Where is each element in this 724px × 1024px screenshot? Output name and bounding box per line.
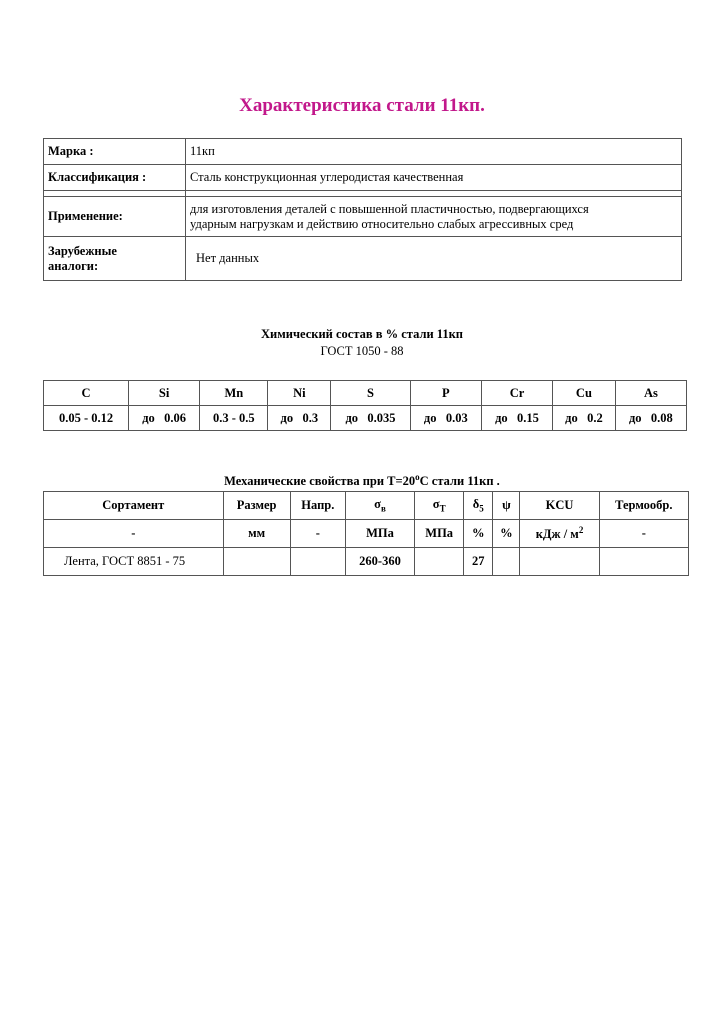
chem-element: Cu	[553, 381, 616, 406]
unit-kcu	[520, 520, 599, 548]
header-size: Размер	[223, 492, 290, 520]
page-title: Характеристика стали 11кп.	[239, 95, 485, 116]
cell-thermo	[599, 548, 688, 576]
header-kcu: KCU	[520, 492, 599, 520]
chem-element: S	[331, 381, 411, 406]
chem-value: 0.3 - 0.5	[200, 406, 268, 431]
header-sigma-b	[345, 492, 414, 520]
chem-standard: ГОСТ 1050 - 88	[320, 344, 404, 358]
unit-thermo: -	[599, 520, 688, 548]
mech-units-row	[44, 520, 689, 548]
chem-value: 0.05 - 0.12	[44, 406, 129, 431]
chem-value: до 0.3	[268, 406, 331, 431]
header-sortament: Сортамент	[44, 492, 224, 520]
info-row-classification	[44, 165, 682, 191]
info-row-grade	[44, 139, 682, 165]
chem-value: до 0.06	[129, 406, 200, 431]
unit-kcu-sup: 2	[578, 524, 584, 535]
header-thermo: Термообр.	[599, 492, 688, 520]
chem-heading	[0, 327, 724, 342]
chem-value: до 0.2	[553, 406, 616, 431]
chem-value: до 0.035	[331, 406, 411, 431]
chem-element: Cr	[481, 381, 552, 406]
chem-value: до 0.03	[410, 406, 481, 431]
chem-heading-text: Химический состав в % стали 11кп	[261, 327, 463, 341]
steel-info-table	[43, 138, 682, 281]
chem-value: до 0.08	[615, 406, 686, 431]
info-row-application	[44, 197, 682, 237]
header-direction: Напр.	[290, 492, 345, 520]
chem-element: C	[44, 381, 129, 406]
mech-heading-pre: Механические свойства при Т=20	[224, 474, 416, 489]
application-line-2: ударным нагрузкам и действию относительно слабых агрессивных сред	[190, 216, 574, 231]
unit-kcu-text: кДж / м	[535, 527, 579, 542]
table-row	[44, 548, 689, 576]
info-label-application: Применение:	[44, 197, 186, 237]
info-row-analogs	[44, 237, 682, 281]
cell-sortament: Лента, ГОСТ 8851 - 75	[44, 548, 224, 576]
cell-direction	[290, 548, 345, 576]
chem-element: Si	[129, 381, 200, 406]
sigma-b-symbol: σ	[374, 497, 381, 512]
unit-size: мм	[223, 520, 290, 548]
application-line-1: для изготовления деталей с повышенной пластичностью, подвергающихся	[190, 201, 589, 216]
header-sigma-t	[415, 492, 464, 520]
analogs-label-line-2: аналоги:	[48, 258, 99, 273]
chem-element: P	[410, 381, 481, 406]
chem-elements-row	[44, 381, 687, 406]
unit-delta: %	[464, 520, 493, 548]
unit-direction: -	[290, 520, 345, 548]
mech-properties-table	[43, 491, 689, 576]
info-value-grade: 11кп	[186, 139, 682, 165]
unit-sigma-b: МПа	[345, 520, 414, 548]
info-label-classification: Классификация :	[44, 165, 186, 191]
info-value-analogs: Нет данных	[186, 237, 682, 281]
delta-sub: 5	[479, 503, 484, 514]
sigma-t-symbol: σ	[432, 497, 440, 512]
chem-element: Ni	[268, 381, 331, 406]
chem-composition-table	[43, 380, 687, 431]
cell-sigma-b: 260-360	[345, 548, 414, 576]
analogs-label-line-1: Зарубежные	[48, 243, 117, 258]
cell-delta: 27	[464, 548, 493, 576]
info-label-grade: Марка :	[44, 139, 186, 165]
chem-element: Mn	[200, 381, 268, 406]
delta-symbol: δ	[472, 497, 480, 512]
cell-size	[223, 548, 290, 576]
mech-heading-text	[224, 474, 500, 488]
sigma-t-sub: T	[439, 503, 446, 514]
info-value-classification: Сталь конструкционная углеродистая качественная	[186, 165, 682, 191]
cell-kcu	[520, 548, 599, 576]
chem-element: As	[615, 381, 686, 406]
header-delta	[464, 492, 493, 520]
chem-value: до 0.15	[481, 406, 552, 431]
mech-heading-sup: o	[415, 472, 420, 482]
info-label-analogs	[44, 237, 186, 281]
header-psi: ψ	[493, 492, 520, 520]
mech-header-row	[44, 492, 689, 520]
mech-heading-post: С стали 11кп .	[419, 474, 500, 489]
sigma-b-sub: в	[380, 503, 386, 514]
info-value-application	[186, 197, 682, 237]
chem-values-row	[44, 406, 687, 431]
mech-heading	[0, 472, 724, 489]
cell-psi	[493, 548, 520, 576]
unit-psi: %	[493, 520, 520, 548]
unit-sortament: -	[44, 520, 224, 548]
unit-sigma-t: МПа	[415, 520, 464, 548]
cell-sigma-t	[415, 548, 464, 576]
